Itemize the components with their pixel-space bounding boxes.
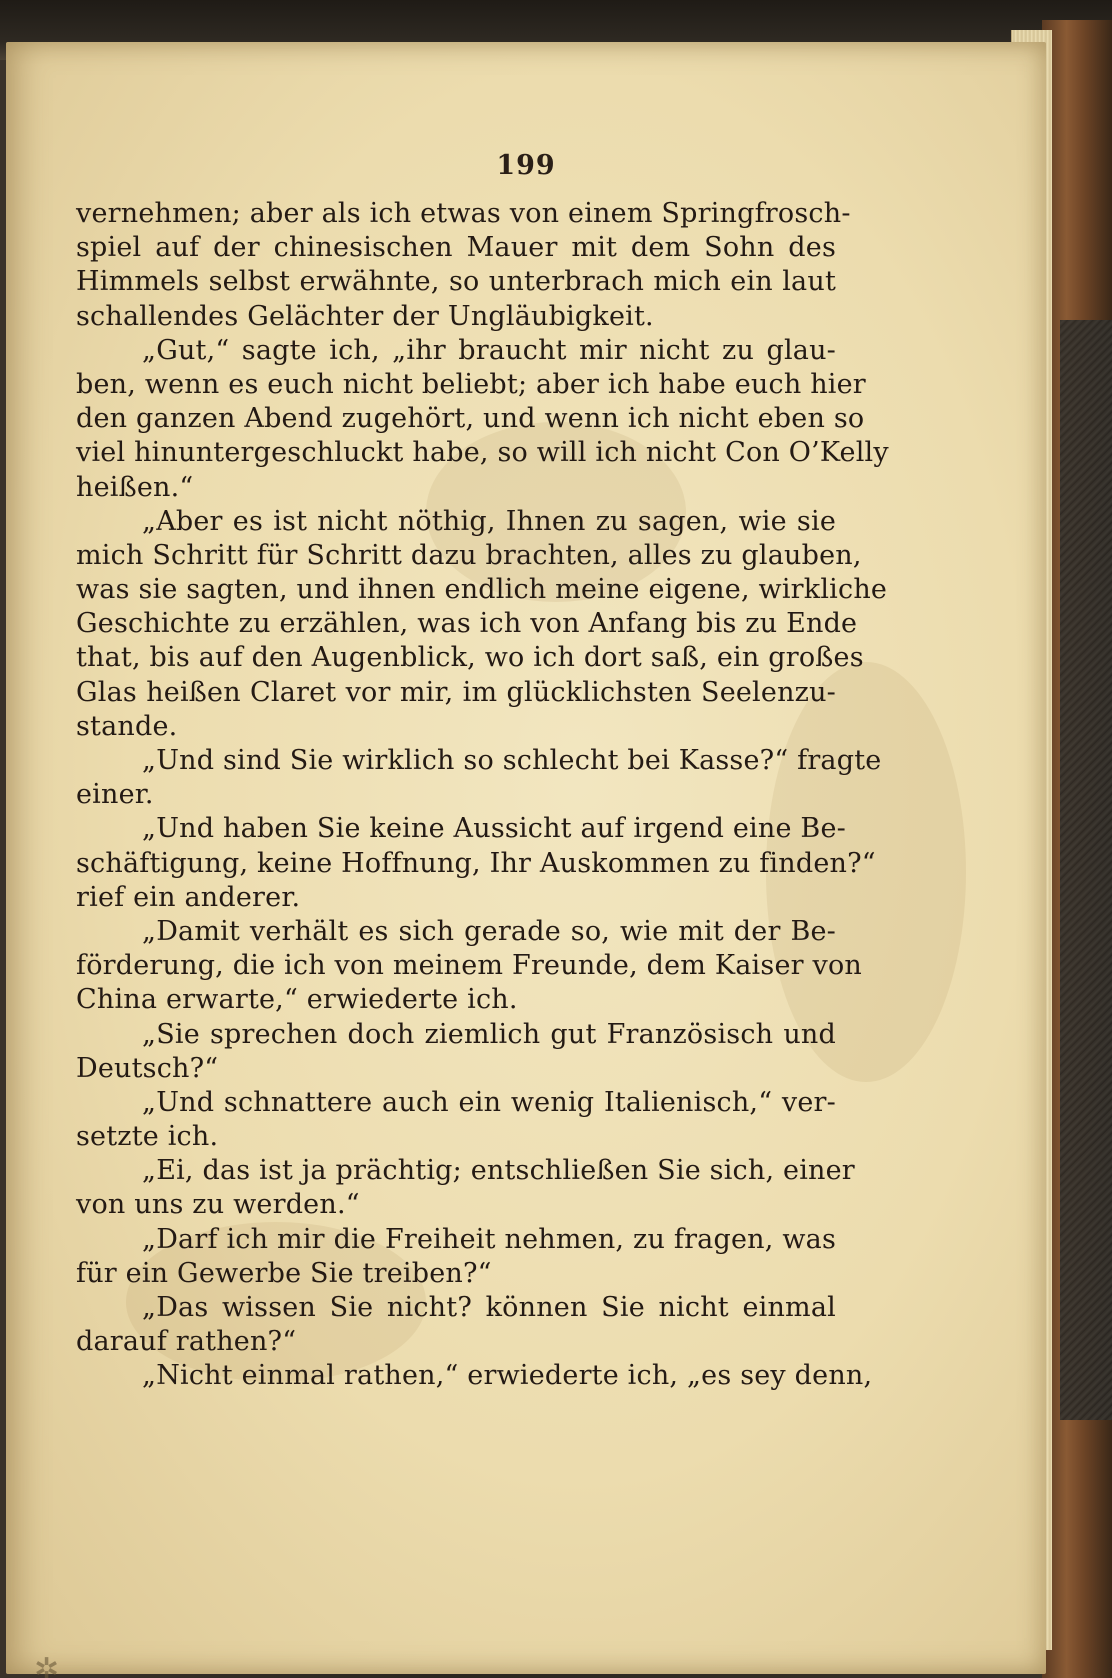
text-line: „Und schnattere auch ein wenig Italienisch,“ ver-	[142, 1086, 836, 1118]
text-line: schäftigung, keine Hoffnung, Ihr Auskommen zu finden?“	[76, 847, 876, 879]
text-line: ben, wenn es euch nicht beliebt; aber ich habe euch hier	[76, 368, 866, 400]
text-line: China erwarte,“ erwiederte ich.	[76, 984, 518, 1016]
body-text	[76, 197, 889, 1394]
text-line: förderung, die ich von meinem Freunde, dem Kaiser von	[76, 950, 863, 982]
text-line: schallendes Gelächter der Ungläubigkeit.	[76, 300, 654, 332]
text-line: „Und sind Sie wirklich so schlecht bei Kasse?“ fragte	[142, 745, 882, 776]
text-line: heißen.“	[76, 471, 194, 503]
text-line: Glas heißen Claret vor mir, im glücklichsten Seelenzu-	[76, 676, 836, 708]
text-line: vernehmen; aber als ich etwas von einem Springfrosch-	[76, 198, 851, 229]
text-line: „Das wissen Sie nicht? können Sie nicht einmal	[142, 1292, 836, 1323]
text-line: Geschichte zu erzählen, was ich von Anfang bis zu Ende	[76, 608, 858, 640]
text-line: „Und haben Sie keine Aussicht auf irgend eine Be-	[142, 813, 846, 845]
page-number: 199	[496, 150, 556, 181]
text-line: rief ein anderer.	[76, 881, 301, 913]
book-cover-edge	[1042, 20, 1112, 1678]
text-line: Himmels selbst erwähnte, so unterbrach mich ein laut	[76, 266, 836, 298]
text-line: stande.	[76, 710, 178, 742]
text-line: viel hinuntergeschluckt habe, so will ich nicht Con O’Kelly	[76, 437, 889, 469]
text-line: Deutsch?“	[76, 1052, 219, 1084]
text-line: was sie sagten, und ihnen endlich meine eigene, wirkliche	[76, 574, 888, 606]
text-line: einer.	[76, 779, 154, 811]
text-line: setzte ich.	[76, 1121, 219, 1153]
text-line: spiel auf der chinesischen Mauer mit dem Sohn des	[76, 232, 836, 264]
text-line: den ganzen Abend zugehört, und wenn ich nicht eben so	[76, 403, 865, 435]
book-page	[6, 42, 1046, 1678]
text-line: „Aber es ist nicht nöthig, Ihnen zu sagen, wie sie	[142, 505, 836, 537]
text-line: „Damit verhält es sich gerade so, wie mit der Be-	[142, 915, 836, 947]
text-line: that, bis auf den Augenblick, wo ich dort saß, ein großes	[76, 642, 864, 674]
text-line: für ein Gewerbe Sie treiben?“	[76, 1257, 492, 1289]
text-line: „Darf ich mir die Freiheit nehmen, zu fragen, was	[142, 1223, 836, 1255]
text-line: darauf rathen?“	[76, 1326, 297, 1358]
text-line: mich Schritt für Schritt dazu brachten, alles zu glauben,	[76, 539, 862, 571]
text-line: „Nicht einmal rathen,“ erwiederte ich, „es sey denn,	[142, 1360, 873, 1392]
text-line: „Gut,“ sagte ich, „ihr braucht mir nicht zu glau-	[142, 334, 836, 366]
corner-mark-icon: ✲	[34, 1652, 60, 1678]
cover-cloth	[1060, 320, 1112, 1420]
text-line: von uns zu werden.“	[76, 1189, 360, 1221]
text-line: „Ei, das ist ja prächtig; entschließen Sie sich, einer	[142, 1155, 855, 1187]
text-line: „Sie sprechen doch ziemlich gut Französisch und	[142, 1018, 836, 1050]
